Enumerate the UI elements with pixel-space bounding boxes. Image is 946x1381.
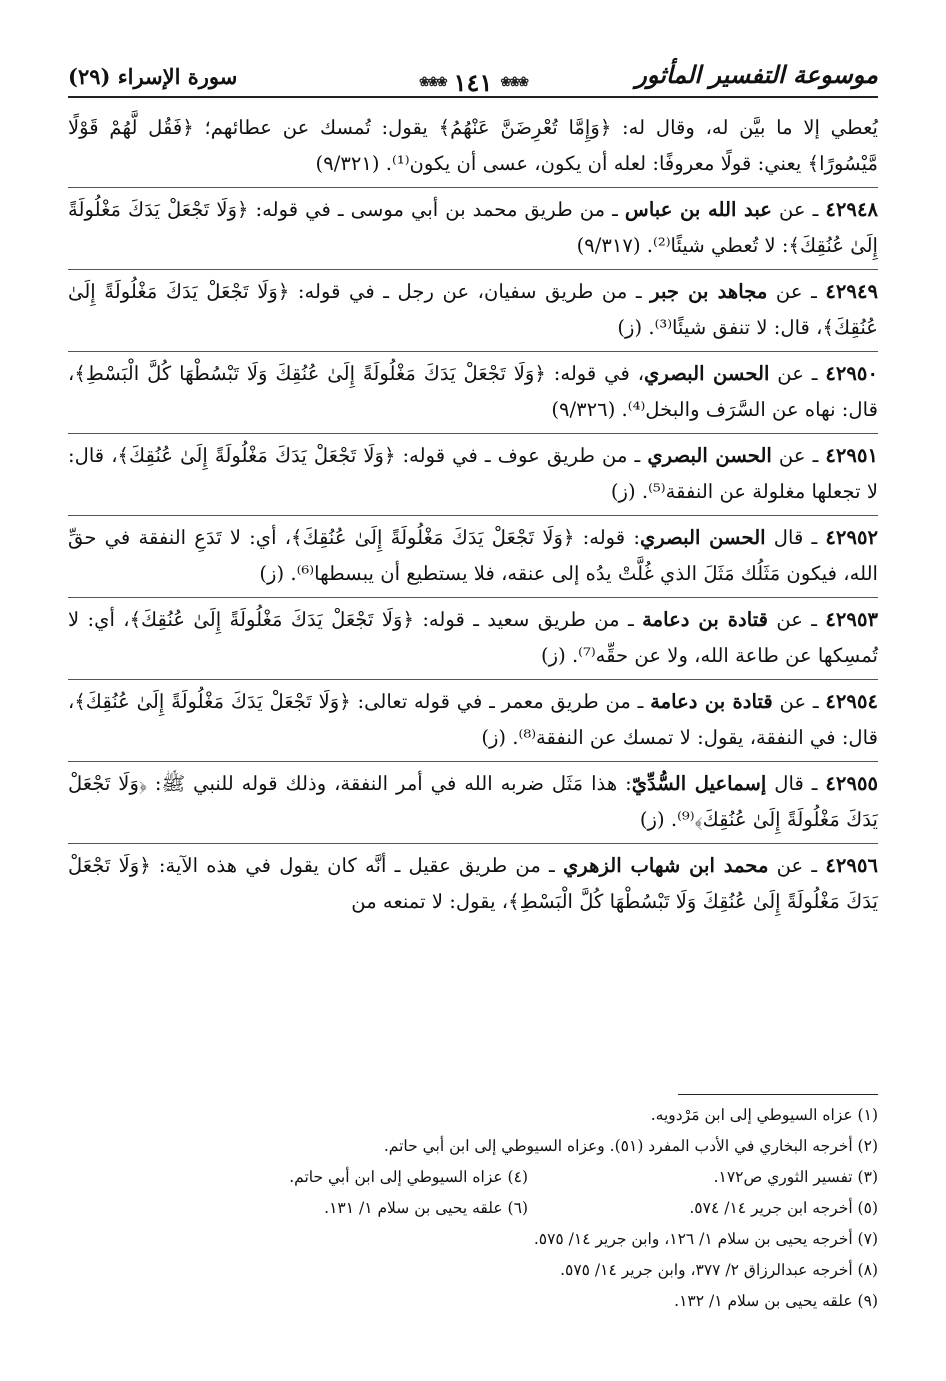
entry-lead: ـ عن [768,854,826,877]
footnote-row [68,1255,878,1286]
footnote-row [68,1100,878,1131]
entry-number: ٤٢٩٥٣ [825,608,878,631]
entry-text: ـ من طريق محمد بن أبي موسى ـ في قوله: ﴿وَلَا تَجْعَلْ يَدَكَ مَغْلُولَةً إِلَىٰ عُنُقِكَ﴾: لا تُعطي شيئًا⁽²⁾. (٩/٣١٧) [68,198,878,257]
narrator-name: إسماعيل السُّدِّيّ [631,772,767,795]
footnote: (٥) أخرجه ابن جرير ١٤/ ٥٧٤. [689,1199,878,1217]
narration-entry [68,761,878,843]
footnote: (١) عزاه السيوطي إلى ابن مَرْدويه. [650,1106,878,1124]
surah-label: سورة الإسراء (٢٩) [68,64,238,89]
entry-lead: ـ عن [767,280,826,303]
entry-number: ٤٢٩٥٤ [825,690,878,713]
narration-entry [68,679,878,761]
entry-number: ٤٢٩٤٨ [825,198,878,221]
intro-paragraph [68,106,878,187]
page [68,60,879,1310]
narrator-name: قتادة بن دعامة [650,690,773,713]
narrator-name: محمد ابن شهاب الزهري [562,854,769,877]
intro-text: يُعطي إلا ما بيَّن له، وقال له: ﴿وَإِمَّا تُعْرِضَنَّ عَنْهُمُ﴾ يقول: تُمسك عن عطائهم؛ ﴿فَقُل لَّهُمْ قَوْلًا مَّيْسُورًا﴾ يعني: قولًا معروفًا: لعله أن يكون، عسى أن يكون⁽¹⁾. (٩/٣٢١) [68,116,878,175]
ornament-right-icon: ❀❀❀ [500,75,528,90]
entry-text: ـ من طريق معمر ـ في قوله تعالى: ﴿وَلَا تَجْعَلْ يَدَكَ مَغْلُولَةً إِلَىٰ عُنُقِكَ﴾، قال: في النفقة، يقول: لا تمسك عن النفقة⁽⁸⁾. (ز) [68,690,878,749]
entry-text: ، في قوله: ﴿وَلَا تَجْعَلْ يَدَكَ مَغْلُولَةً إِلَىٰ عُنُقِكَ وَلَا تَبْسُطْهَا كُلَّ الْبَسْطِ﴾، قال: نهاه عن السَّرَف والبخل⁽⁴⁾. (٩/٣٢٦) [68,362,878,421]
entry-text: : هذا مَثَل ضربه الله في أمر النفقة، وذلك قوله للنبي ﷺ: ﴿وَلَا تَجْعَلْ يَدَكَ مَغْلُولَةً إِلَىٰ عُنُقِكَ﴾⁽⁹⁾. (ز) [68,772,878,831]
main-text [68,106,878,925]
footnote-row [68,1193,878,1224]
entry-text: ـ من طريق سفيان، عن رجل ـ في قوله: ﴿وَلَا تَجْعَلْ يَدَكَ مَغْلُولَةً إِلَىٰ عُنُقِكَ﴾، قال: لا تنفق شيئًا⁽³⁾. (ز) [68,280,878,339]
narration-entry [68,843,878,925]
entry-number: ٤٢٩٥٠ [825,362,878,385]
narrator-name: الحسن البصري [647,444,772,467]
footnote: (٨) أخرجه عبدالرزاق ٢/ ٣٧٧، وابن جرير ١٤/ ٥٧٥. [560,1261,878,1279]
narrator-name: عبد الله بن عباس [624,198,772,221]
entry-text: ـ من طريق عقيل ـ أنَّه كان يقول في هذه الآية: ﴿وَلَا تَجْعَلْ يَدَكَ مَغْلُولَةً إِلَىٰ عُنُقِكَ وَلَا تَبْسُطْهَا كُلَّ الْبَسْطِ﴾، يقول: لا تمنعه من [68,854,878,913]
footnote-row [68,1162,878,1193]
narration-entry [68,433,878,515]
narrator-name: الحسن البصري [644,362,770,385]
entry-text: ـ من طريق عوف ـ في قوله: ﴿وَلَا تَجْعَلْ يَدَكَ مَغْلُولَةً إِلَىٰ عُنُقِكَ﴾، قال: لا تجعلها مغلولة عن النفقة⁽⁵⁾. (ز) [68,444,878,503]
page-number-block [419,68,527,97]
narration-entry [68,187,878,269]
entry-lead: ـ قال [766,772,826,795]
footnote: (٩) علقه يحيى بن سلام ١/ ١٣٢. [674,1292,878,1310]
running-header [68,60,878,98]
entry-text: : قوله: ﴿وَلَا تَجْعَلْ يَدَكَ مَغْلُولَةً إِلَىٰ عُنُقِكَ﴾، أي: لا تَدَعِ النفقة في حقِّ الله، فيكون مَثَلُك مَثَلَ الذي غُلَّتْ يدُه إلى عنقه، فلا يستطيع أن يبسطها⁽⁶⁾. (ز) [68,526,878,585]
narration-entry [68,597,878,679]
entry-lead: ـ عن [767,608,826,631]
footnote-row [68,1131,878,1162]
entry-lead: ـ عن [771,444,826,467]
entry-number: ٤٢٩٥٦ [825,854,878,877]
footnote: (٢) أخرجه البخاري في الأدب المفرد (٥١). وعزاه السيوطي إلى ابن أبي حاتم. [383,1137,878,1155]
footnote-row [68,1286,878,1317]
footnote-row [68,1224,878,1255]
entry-number: ٤٢٩٤٩ [825,280,878,303]
footnote: (٦) علقه يحيى بن سلام ١/ ١٣١. [324,1199,528,1217]
page-number: ١٤١ [453,68,493,97]
entry-lead: ـ عن [772,690,826,713]
narration-entry [68,351,878,433]
footnote-separator [678,1094,878,1095]
entry-number: ٤٢٩٥٥ [825,772,879,795]
footnote: (٣) تفسير الثوري ص١٧٢. [713,1168,878,1186]
footnote: (٤) عزاه السيوطي إلى ابن أبي حاتم. [289,1168,528,1186]
entry-lead: ـ عن [771,198,826,221]
entry-lead: ـ قال [765,526,826,549]
book-title: موسوعة التفسير المأثور [635,60,878,89]
entry-text: ـ من طريق سعيد ـ قوله: ﴿وَلَا تَجْعَلْ يَدَكَ مَغْلُولَةً إِلَىٰ عُنُقِكَ﴾، أي: لا تُمسِكها عن طاعة الله، ولا عن حقِّه⁽⁷⁾. (ز) [68,608,878,667]
narrator-name: مجاهد بن جبر [650,280,768,303]
footnote: (٧) أخرجه يحيى بن سلام ١/ ١٢٦، وابن جرير ١٤/ ٥٧٥. [533,1230,878,1248]
entry-number: ٤٢٩٥١ [825,444,878,467]
footnotes [68,1100,878,1317]
narration-entry [68,269,878,351]
ornament-left-icon: ❀❀❀ [418,75,446,90]
narration-entry [68,515,878,597]
narrator-name: الحسن البصري [639,526,766,549]
entry-lead: ـ عن [769,362,826,385]
narrator-name: قتادة بن دعامة [642,608,768,631]
entry-number: ٤٢٩٥٢ [825,526,879,549]
